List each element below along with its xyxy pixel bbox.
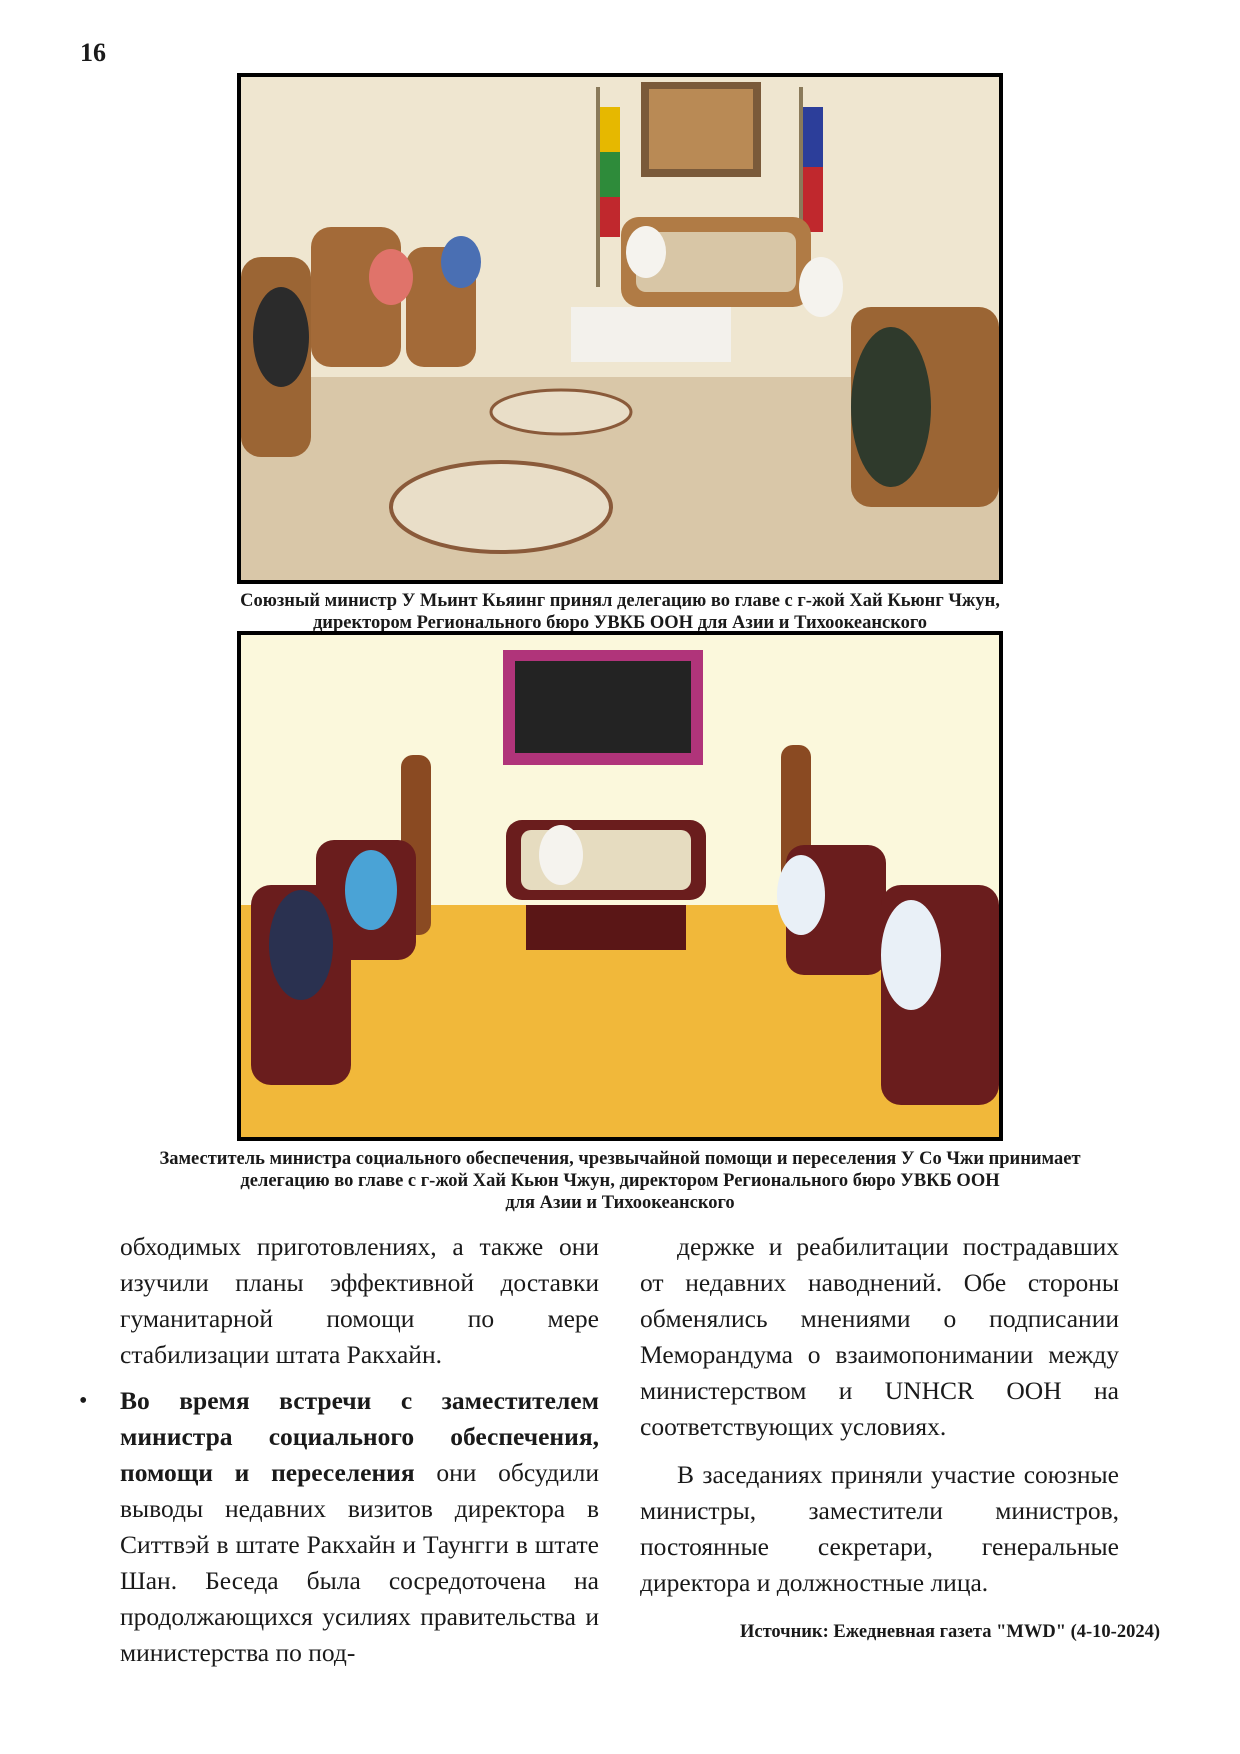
photo-1-caption-line-1: Союзный министр У Мьинт Кьяинг принял делегацию во главе с г-жой Хай Кьюнг Чжун,: [240, 591, 1000, 611]
bullet-text: они обсудили выводы недавних визитов директора в Ситтвэй в штате Ракхайн и Таунгги в штате Шан. Беседа была сосредоточена на продолжающихся усилиях правительства и министерства по под-: [120, 1458, 599, 1667]
article-left-column: [79, 1229, 599, 1671]
bullet-paragraph: [79, 1383, 599, 1671]
right-paragraph-1: держке и реабилитации пострадавших от недавних наводнений. Обе стороны обменялись мнениями о подписании Меморандума о взаимопонимании между министерством и UNHCR ООН на соответствующих условиях.: [640, 1232, 1119, 1441]
article-right-column: [640, 1229, 1119, 1601]
page-number: 16: [80, 38, 106, 67]
bullet-icon: •: [79, 1388, 88, 1414]
meeting-photo-2: [237, 631, 1003, 1141]
bullet-bold-lead: Во время встречи с заместителем министра социального обеспечения, помощи и переселения: [120, 1386, 599, 1487]
source-note: Источник: Ежедневная газета "MWD" (4-10-2024): [739, 1622, 1160, 1642]
left-paragraph-1: обходимых приготовлениях, а также они изучили планы эффективной доставки гуманитарной помощи по мере стабилизации штата Ракхайн.: [120, 1232, 599, 1369]
photo-2-caption-line-2: делегацию во главе с г-жой Хай Кьюн Чжун, директором Регионального бюро УВКБ ООН: [240, 1171, 1000, 1191]
photo-1-caption-line-2: директором Регионального бюро УВКБ ООН для Азии и Тихоокеанского: [312, 613, 928, 633]
photo-2-caption-line-3: для Азии и Тихоокеанского: [505, 1193, 735, 1213]
meeting-photo-1: [237, 73, 1003, 584]
photo-2-caption-line-1: Заместитель министра социального обеспечения, чрезвычайной помощи и переселения У Со Чжи принимает: [159, 1149, 1081, 1169]
photo-1-caption: [80, 590, 1160, 634]
right-paragraph-2: В заседаниях приняли участие союзные министры, заместители министров, постоянные секретари, генеральные директора и должностные лица.: [640, 1460, 1119, 1597]
photo-2-caption: [80, 1148, 1160, 1214]
